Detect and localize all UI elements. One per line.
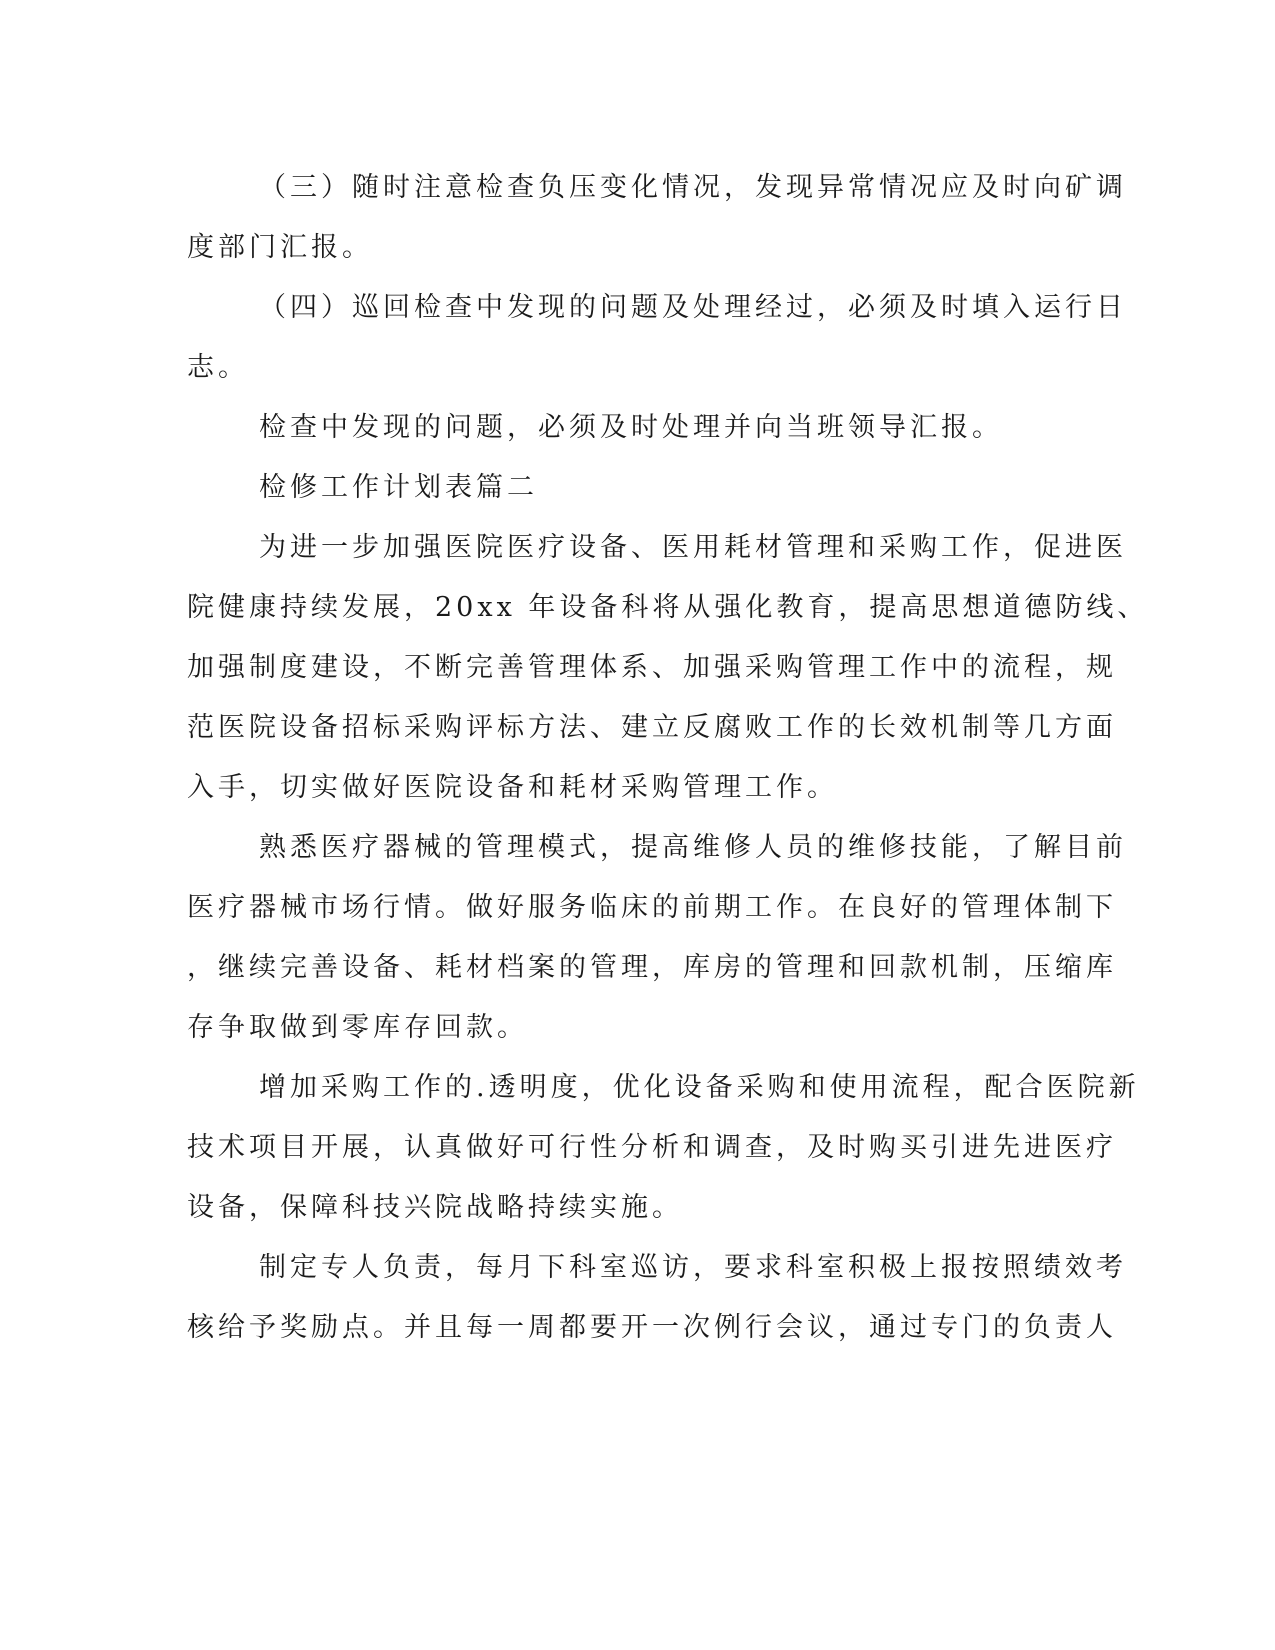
text-line: 范医院设备招标采购评标方法、建立反腐败工作的长效机制等几方面 — [187, 712, 1117, 743]
text-line: 存争取做到零库存回款。 — [187, 1012, 528, 1043]
text-line: 院健康持续发展，20xx 年设备科将从强化教育，提高思想道德防线、 — [187, 592, 1149, 623]
document-body — [187, 158, 1149, 1358]
text-line: ，继续完善设备、耗材档案的管理，库房的管理和回款机制，压缩库 — [187, 952, 1117, 983]
text-line: 入手，切实做好医院设备和耗材采购管理工作。 — [187, 772, 838, 803]
text-line: 增加采购工作的.透明度，优化设备采购和使用流程，配合医院新 — [259, 1072, 1140, 1103]
section-heading: 检修工作计划表篇二 — [259, 472, 538, 503]
text-line: 制定专人负责，每月下科室巡访，要求科室积极上报按照绩效考 — [259, 1252, 1127, 1283]
text-line: 加强制度建设，不断完善管理体系、加强采购管理工作中的流程，规 — [187, 652, 1117, 683]
text-line: （三）随时注意检查负压变化情况，发现异常情况应及时向矿调 — [259, 172, 1127, 203]
text-line: 熟悉医疗器械的管理模式，提高维修人员的维修技能，了解目前 — [259, 832, 1127, 863]
text-line: 度部门汇报。 — [187, 232, 373, 263]
text-line: 检查中发现的问题，必须及时处理并向当班领导汇报。 — [259, 412, 1003, 443]
text-line: 核给予奖励点。并且每一周都要开一次例行会议，通过专门的负责人 — [187, 1312, 1117, 1343]
text-line: 为进一步加强医院医疗设备、医用耗材管理和采购工作，促进医 — [259, 532, 1127, 563]
text-line: （四）巡回检查中发现的问题及处理经过，必须及时填入运行日 — [259, 292, 1127, 323]
text-line: 设备，保障科技兴院战略持续实施。 — [187, 1192, 683, 1223]
text-line: 医疗器械市场行情。做好服务临床的前期工作。在良好的管理体制下 — [187, 892, 1117, 923]
text-line: 技术项目开展，认真做好可行性分析和调查，及时购买引进先进医疗 — [187, 1132, 1117, 1163]
text-line: 志。 — [187, 352, 249, 383]
